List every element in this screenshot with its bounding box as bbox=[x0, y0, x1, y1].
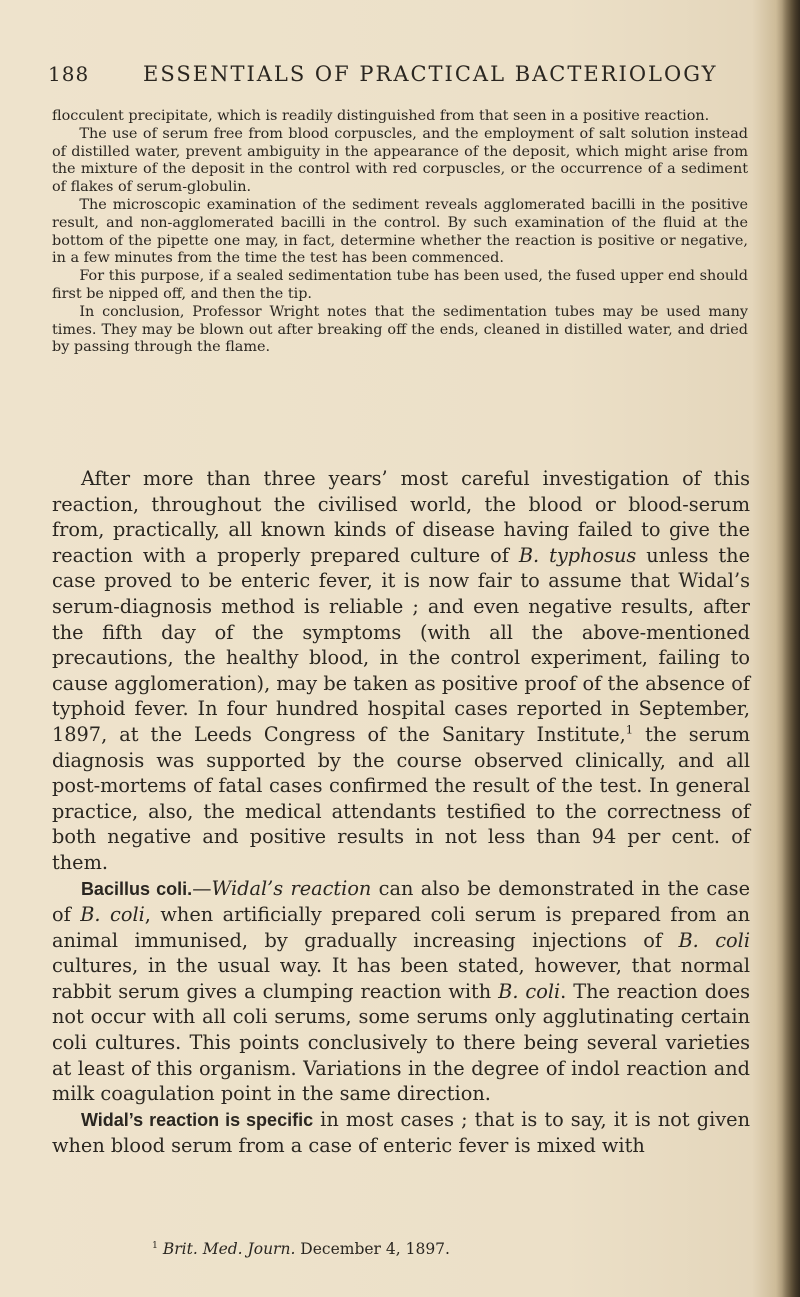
page-spine-shadow bbox=[782, 0, 800, 1297]
paragraph-bacillus-coli bbox=[52, 876, 750, 1107]
page-number: 188 bbox=[48, 62, 90, 86]
page-header bbox=[48, 62, 748, 96]
text-run: the serum diagnosis was supported by the course observed clinically, and all post-mortems of fatal cases confirmed the result of the test. In general practice, also, the medical attendants testified to the correctness of both negative and positive results in not less than 94 per cent. of them. bbox=[52, 722, 750, 874]
text-run: can also be demonstrated in the case of bbox=[52, 876, 750, 927]
main-text-section bbox=[52, 466, 750, 1159]
small-paragraph: The microscopic examination of the sediment reveals agglomerated bacilli in the positive result, and non-agglomerated bacilli in the control. By such examination of the fluid at the bottom of the pipette one may, in fact, determine whether the reaction is positive or negative, in a few minutes from the time the test has been commenced. bbox=[52, 196, 748, 267]
text-run: unless the case proved to be enteric fever, it is now fair to assume that Widal’s serum-diagnosis method is reliable ; and even negative results, after the fifth day of the symptoms (with all the above-mentioned precautions, the healthy blood, in the control experiment, failing to cause agglomeration), may be taken as positive proof of the absence of typhoid fever. In four hundred hospital cases reported in September, 1897, at the Leeds Congress of the Sanitary Institute, bbox=[52, 543, 750, 746]
small-paragraph: The use of serum free from blood corpuscles, and the employment of salt solution instead of distilled water, prevent ambiguity in the appearance of the deposit, which might arise from the mixture of the deposit in the control with red corpuscles, or the occurrence of a sediment of flakes of serum-globulin. bbox=[52, 125, 748, 196]
small-paragraph: flocculent precipitate, which is readily distinguished from that seen in a positive reaction. bbox=[52, 108, 710, 124]
paragraph-widal-reliability bbox=[52, 466, 750, 876]
section-heading: Widal’s reaction is specific bbox=[80, 1109, 314, 1130]
running-head: ESSENTIALS OF PRACTICAL BACTERIOLOGY bbox=[143, 62, 718, 86]
text-run: . The reaction does not occur with all coli serums, some serums only agglutinating certain coli cultures. This points conclusively to there being several varieties at least of this organism. Variations in the degree of indol reaction and milk coagulation point in the same direction. bbox=[52, 979, 751, 1106]
italic-term: Widal’s reaction bbox=[211, 876, 372, 900]
footnote-date: December 4, 1897. bbox=[295, 1240, 450, 1258]
small-paragraph: For this purpose, if a sealed sedimentation tube has been used, the fused upper end should first be nipped off, and then the tip. bbox=[52, 268, 748, 302]
italic-organism: B. coli bbox=[80, 903, 145, 927]
dash: — bbox=[192, 876, 212, 900]
text-run: in most cases ; that is to say, it is not given when blood serum from a case of enteric fever is mixed with bbox=[52, 1107, 750, 1158]
small-print-section bbox=[52, 108, 748, 357]
section-heading: Bacillus coli. bbox=[80, 878, 193, 899]
italic-organism: B. coli bbox=[678, 928, 750, 952]
text-run: cultures, in the usual way. It has been stated, however, that normal rabbit serum gives a clumping reaction with bbox=[52, 954, 750, 1003]
footnote-journal: Brit. Med. Journ. bbox=[162, 1240, 296, 1258]
paragraph-widal-specific bbox=[52, 1107, 750, 1159]
italic-organism: B. typhosus bbox=[518, 543, 637, 567]
footnote-number: 1 bbox=[152, 1239, 158, 1251]
footnote bbox=[152, 1240, 450, 1258]
text-run: After more than three years’ most careful investigation of this reaction, throughout the civilised world, the blood or blood-serum from, practically, all known kinds of disease having failed to give the reaction with a properly prepared culture of bbox=[52, 467, 750, 567]
small-paragraph: In conclusion, Professor Wright notes that the sedimentation tubes may be used many times. They may be blown out after breaking off the ends, cleaned in distilled water, and dried by passing through the flame. bbox=[52, 303, 748, 356]
italic-organism: B. coli bbox=[498, 979, 561, 1003]
text-run: , when artificially prepared coli serum is prepared from an animal immunised, by gradually increasing injections of bbox=[52, 903, 750, 952]
footnote-reference: 1 bbox=[625, 722, 634, 737]
